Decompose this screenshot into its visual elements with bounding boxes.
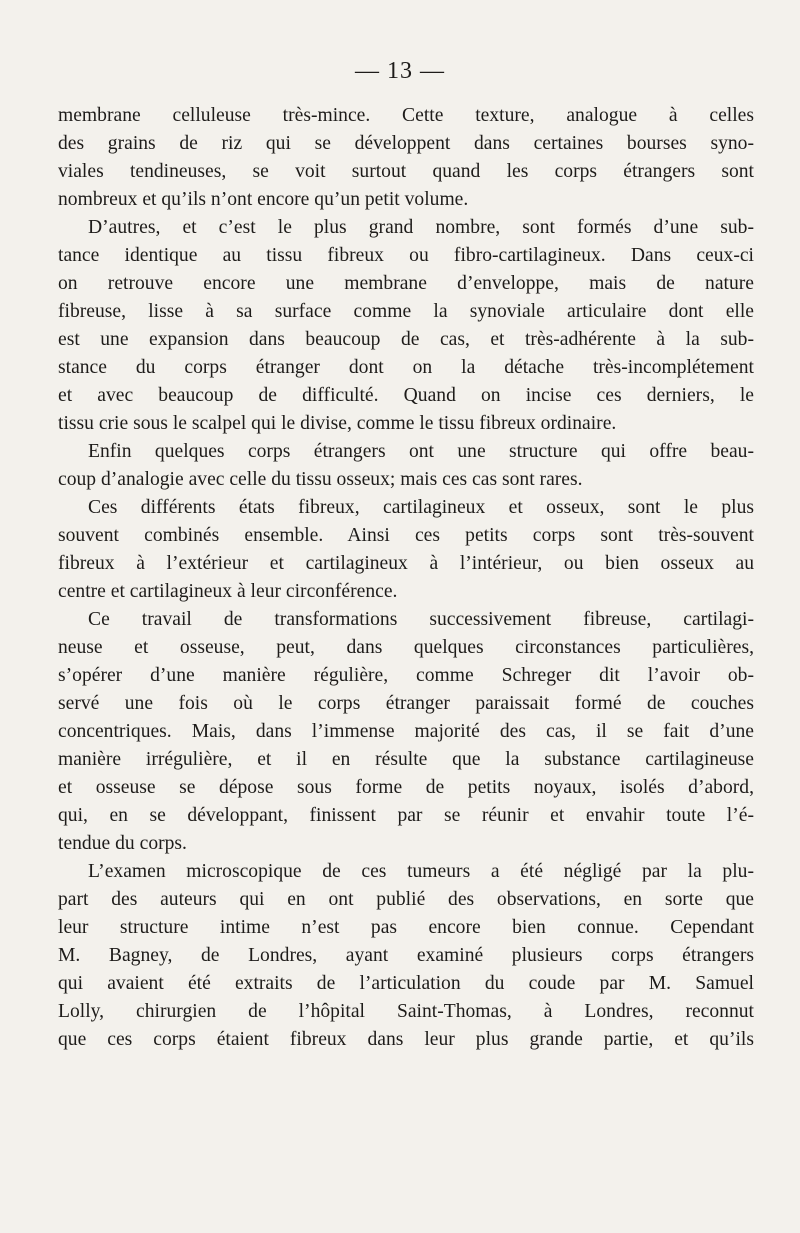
text-line: et avec beaucoup de difficulté. Quand on incise ces derniers, le	[58, 385, 754, 406]
text-line: des grains de riz qui se développent dans certaines bourses syno-	[58, 133, 754, 154]
text-line: nombreux et qu’ils n’ont encore qu’un petit volume.	[58, 189, 469, 210]
body-text	[58, 102, 754, 1054]
text-line: part des auteurs qui en ont publié des observations, en sorte que	[58, 889, 754, 910]
text-line: servé une fois où le corps étranger paraissait formé de couches	[58, 693, 754, 714]
text-line: fibreuse, lisse à sa surface comme la synoviale articulaire dont elle	[58, 301, 754, 322]
paragraph-1	[58, 102, 754, 214]
text-line: coup d’analogie avec celle du tissu osseux; mais ces cas sont rares.	[58, 469, 583, 490]
text-line: fibreux à l’extérieur et cartilagineux à l’intérieur, ou bien osseux au	[58, 553, 754, 574]
text-line: et osseuse se dépose sous forme de petits noyaux, isolés d’abord,	[58, 777, 754, 798]
text-line: centre et cartilagineux à leur circonférence.	[58, 581, 398, 602]
text-line: tissu crie sous le scalpel qui le divise, comme le tissu fibreux ordinaire.	[58, 413, 617, 434]
text-line: M. Bagney, de Londres, ayant examiné plusieurs corps étrangers	[58, 945, 754, 966]
paragraph-2	[58, 214, 754, 438]
text-line: manière irrégulière, et il en résulte que la substance cartilagineuse	[58, 749, 754, 770]
text-line: Enfin quelques corps étrangers ont une structure qui offre beau-	[88, 441, 754, 462]
text-line: concentriques. Mais, dans l’immense majorité des cas, il se fait d’une	[58, 721, 754, 742]
paragraph-4	[58, 494, 754, 606]
text-line: qui avaient été extraits de l’articulation du coude par M. Samuel	[58, 973, 754, 994]
text-line: Ce travail de transformations successivement fibreuse, cartilagi-	[88, 609, 754, 630]
text-line: souvent combinés ensemble. Ainsi ces petits corps sont très-souvent	[58, 525, 754, 546]
text-line: on retrouve encore une membrane d’enveloppe, mais de nature	[58, 273, 754, 294]
page-number: — 13 —	[355, 58, 445, 84]
paragraph-3	[58, 438, 754, 494]
paragraph-5	[58, 606, 754, 858]
text-line: est une expansion dans beaucoup de cas, et très-adhérente à la sub-	[58, 329, 754, 350]
text-line: viales tendineuses, se voit surtout quand les corps étrangers sont	[58, 161, 754, 182]
text-line: qui, en se développant, finissent par se réunir et envahir toute l’é-	[58, 805, 754, 826]
text-line: leur structure intime n’est pas encore bien connue. Cependant	[58, 917, 754, 938]
text-line: s’opérer d’une manière régulière, comme Schreger dit l’avoir ob-	[58, 665, 754, 686]
text-line: L’examen microscopique de ces tumeurs a été négligé par la plu-	[88, 861, 754, 882]
text-line: neuse et osseuse, peut, dans quelques circonstances particulières,	[58, 637, 754, 658]
text-line: membrane celluleuse très-mince. Cette texture, analogue à celles	[58, 105, 754, 126]
text-line: que ces corps étaient fibreux dans leur plus grande partie, et qu’ils	[58, 1029, 754, 1050]
text-line: Lolly, chirurgien de l’hôpital Saint-Thomas, à Londres, reconnut	[58, 1001, 754, 1022]
paragraph-6	[58, 858, 754, 1054]
text-line: tendue du corps.	[58, 833, 187, 854]
text-line: Ces différents états fibreux, cartilagineux et osseux, sont le plus	[88, 497, 754, 518]
text-line: D’autres, et c’est le plus grand nombre, sont formés d’une sub-	[88, 217, 754, 238]
text-line: tance identique au tissu fibreux ou fibro-cartilagineux. Dans ceux-ci	[58, 245, 754, 266]
text-line: stance du corps étranger dont on la détache très-incomplétement	[58, 357, 754, 378]
